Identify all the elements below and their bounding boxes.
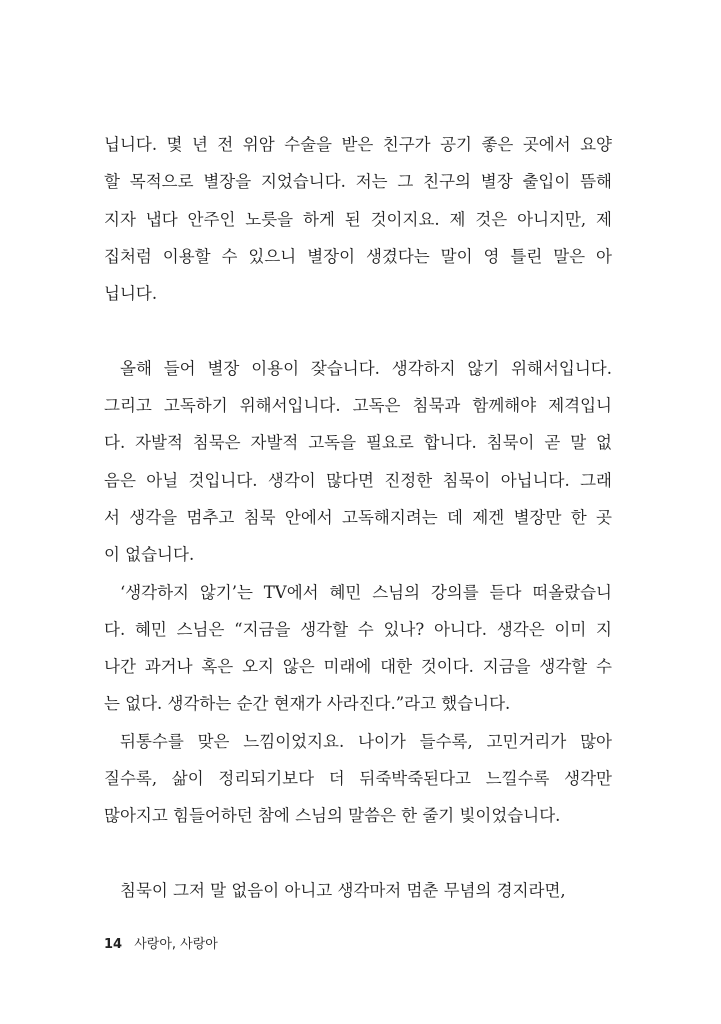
text-line: 뒤통수를 맞은 느낌이었지요. 나이가 들수록, 고민거리가 많아 [120,731,612,751]
text-line: 질수록, 삶이 정리되기보다 더 뒤죽박죽된다고 느낄수록 생각만 [104,769,612,789]
text-line: 많아지고 힘들어하던 참에 스님의 말씀은 한 줄기 빛이었습니다. [104,806,561,826]
text-line: 할 목적으로 별장을 지었습니다. 저는 그 친구의 별장 출입이 뜸해 [104,172,612,192]
text-line: 서 생각을 멈추고 침묵 안에서 고독해지려는 데 제겐 별장만 한 곳 [104,507,612,527]
text-line: 닙니다. 몇 년 전 위암 수술을 받은 친구가 공기 좋은 곳에서 요양 [104,135,612,154]
paragraph [104,350,612,574]
text-line: ‘생각하지 않기’는 TV에서 혜민 스님의 강의를 듣다 떠올랐습니 [120,582,612,602]
paragraph-gap [104,312,612,349]
text-line: 올해 들어 별장 이용이 잦습니다. 생각하지 않기 위해서입니다. [120,358,612,378]
text-line: 나간 과거나 혹은 오지 않은 미래에 대한 것이다. 지금을 생각할 수 [104,657,612,677]
text-line: 다. 혜민 스님은 “지금을 생각할 수 있나? 아니다. 생각은 이미 지 [104,619,612,639]
text-line: 침묵이 그저 말 없음이 아니고 생각마저 멈춘 무념의 경지라면, [120,880,566,900]
text-line: 다. 자발적 침묵은 자발적 고독을 필요로 합니다. 침묵이 곧 말 없 [104,433,612,453]
body-text [104,126,612,909]
page-footer [104,933,218,952]
text-line: 닙니다. [104,284,158,304]
paragraph [104,126,612,312]
text-line: 는 없다. 생각하는 순간 현재가 사라진다.”라고 했습니다. [104,694,511,714]
paragraph-gap [104,835,612,872]
page-number: 14 [104,937,123,952]
book-title: 사랑아, 사랑아 [134,937,218,952]
text-line: 이 없습니다. [104,545,195,565]
text-line: 지자 냅다 안주인 노릇을 하게 된 것이지요. 제 것은 아니지만, 제 [104,209,612,229]
text-line: 그리고 고독하기 위해서입니다. 고독은 침묵과 함께해야 제격입니 [104,396,612,416]
text-line: 집처럼 이용할 수 있으니 별장이 생겼다는 말이 영 틀린 말은 아 [104,246,612,266]
paragraph [104,574,612,723]
text-line: 음은 아닐 것입니다. 생각이 많다면 진정한 침묵이 아닙니다. 그래 [104,470,612,490]
paragraph [104,723,612,835]
paragraph [104,872,612,909]
